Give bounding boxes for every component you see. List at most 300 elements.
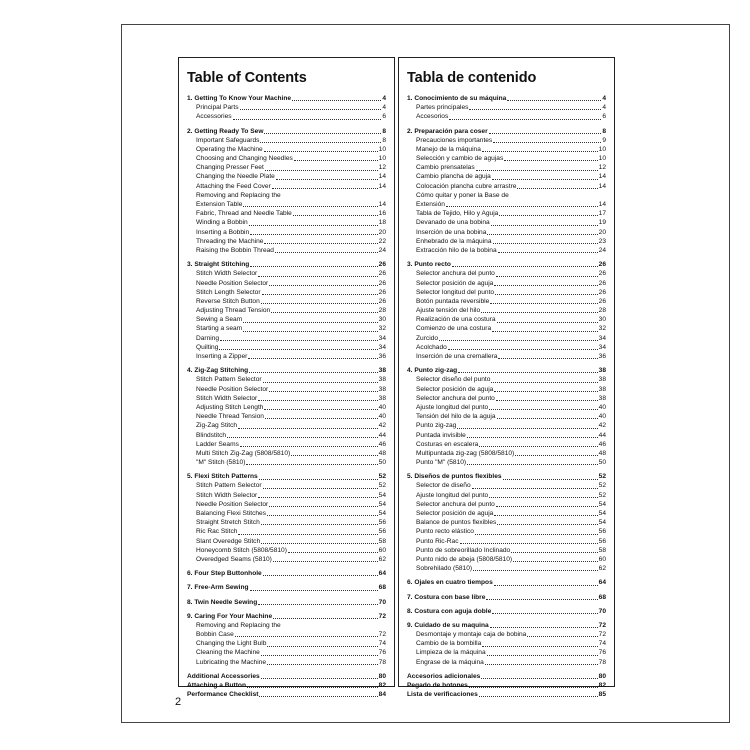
toc-entry-title: Puntada invisible bbox=[416, 431, 466, 439]
toc-entry-page: 58 bbox=[378, 537, 386, 545]
toc-entry-page: 42 bbox=[378, 422, 386, 430]
toc-entry bbox=[407, 209, 606, 218]
toc-dot-leader bbox=[496, 506, 598, 507]
toc-entry bbox=[407, 200, 606, 209]
toc-entry bbox=[187, 403, 386, 412]
toc-entry-page: 78 bbox=[598, 658, 606, 666]
toc-dot-leader bbox=[481, 678, 597, 679]
toc-dot-leader bbox=[261, 655, 378, 656]
toc-entry-title: Selector posición de aguja bbox=[416, 510, 494, 518]
toc-dot-leader bbox=[469, 109, 601, 110]
toc-entry-page: 72 bbox=[378, 631, 386, 639]
toc-entry-title: Selector anchura del punto bbox=[416, 500, 495, 508]
toc-dot-leader bbox=[275, 252, 378, 253]
toc-entry-title: Winding a Bobbin bbox=[196, 219, 248, 227]
toc-entry-title: Overedged Seams (5810) bbox=[196, 555, 272, 563]
toc-entry bbox=[187, 672, 386, 681]
toc-dot-leader bbox=[476, 170, 598, 171]
toc-dot-leader bbox=[240, 446, 378, 447]
toc-entry-page: 14 bbox=[378, 173, 386, 181]
toc-entry-title: Selector de diseño bbox=[416, 482, 471, 490]
toc-entry-page: 32 bbox=[598, 325, 606, 333]
toc-dot-leader bbox=[487, 655, 598, 656]
toc-entry-page: 38 bbox=[378, 394, 386, 402]
toc-entry-page: 30 bbox=[378, 316, 386, 324]
toc-entry-page: 4 bbox=[602, 94, 606, 102]
toc-entry-title: Pegado de botones bbox=[407, 682, 468, 690]
toc-entry-title: Punto zig-zag bbox=[416, 422, 457, 430]
toc-entry bbox=[187, 163, 386, 172]
toc-dot-leader bbox=[219, 349, 377, 350]
toc-dot-leader bbox=[511, 552, 597, 553]
toc-entry-title: Sobrehilado (5810) bbox=[416, 565, 473, 573]
toc-dot-leader bbox=[250, 590, 378, 591]
toc-entry-page: 56 bbox=[378, 519, 386, 527]
toc-entry-title: Sewing a Seam bbox=[196, 316, 243, 324]
toc-entry bbox=[187, 639, 386, 648]
toc-dot-leader bbox=[513, 561, 598, 562]
toc-entry-title: Manejo de la máquina bbox=[416, 145, 481, 153]
toc-entry bbox=[407, 491, 606, 500]
toc-entry-title: Limpieza de la máquina bbox=[416, 649, 486, 657]
toc-entry-title: Adjusting Stitch Length bbox=[196, 403, 264, 411]
toc-entry-page: 32 bbox=[378, 325, 386, 333]
toc-entry-title: Cambio prensatelas bbox=[416, 164, 475, 172]
toc-entry bbox=[407, 136, 606, 145]
toc-entry-page: 19 bbox=[598, 219, 606, 227]
toc-dot-leader bbox=[269, 285, 377, 286]
toc-dot-leader bbox=[439, 340, 598, 341]
toc-entry bbox=[187, 325, 386, 334]
toc-dot-leader bbox=[489, 133, 602, 134]
toc-entry-title: 1. Getting To Know Your Machine bbox=[187, 94, 292, 102]
toc-entry bbox=[407, 315, 606, 324]
toc-entry-title: Botón puntada reversible bbox=[416, 297, 490, 305]
toc-entry-page: 68 bbox=[378, 584, 386, 592]
toc-dot-leader bbox=[486, 599, 597, 600]
toc-entry-page: 60 bbox=[378, 546, 386, 554]
toc-entry-page: 52 bbox=[378, 473, 386, 481]
toc-entry-title: Ladder Seams bbox=[196, 440, 239, 448]
toc-entry-title: Extensión bbox=[416, 201, 445, 209]
toc-spanish-panel bbox=[398, 57, 615, 699]
toc-entry-page: 56 bbox=[598, 528, 606, 536]
toc-entry-page: 12 bbox=[598, 164, 606, 172]
toc-section-entry bbox=[407, 366, 606, 375]
toc-entry bbox=[407, 509, 606, 518]
toc-entry-title: 9. Caring For Your Machine bbox=[187, 612, 273, 620]
toc-dot-leader bbox=[475, 534, 598, 535]
toc-entry-page: 17 bbox=[598, 210, 606, 218]
toc-entry bbox=[407, 431, 606, 440]
toc-entry bbox=[187, 288, 386, 297]
toc-entry-page: 46 bbox=[598, 440, 606, 448]
toc-dot-leader bbox=[494, 391, 597, 392]
toc-entry-page: 38 bbox=[598, 367, 606, 375]
toc-entry-page: 14 bbox=[598, 182, 606, 190]
toc-entry-title: 7. Costura con base libre bbox=[407, 593, 486, 601]
toc-entry bbox=[407, 306, 606, 315]
toc-entry-page: 36 bbox=[378, 353, 386, 361]
toc-entry-title: 5. Diseños de puntos flexibles bbox=[407, 473, 502, 481]
toc-entry bbox=[187, 200, 386, 209]
toc-dot-leader bbox=[238, 534, 377, 535]
toc-dot-leader bbox=[452, 266, 598, 267]
toc-entry-title: 8. Costura con aguja doble bbox=[407, 607, 492, 615]
toc-section-entry bbox=[407, 260, 606, 269]
toc-dot-leader bbox=[482, 151, 598, 152]
toc-entry-title: 4. Punto zig-zag bbox=[407, 367, 458, 375]
toc-entry-title: Removing and Replacing the bbox=[196, 191, 281, 199]
toc-entry-title: 8. Twin Needle Sewing bbox=[187, 598, 258, 606]
toc-dot-leader bbox=[267, 646, 377, 647]
toc-dot-leader bbox=[258, 400, 377, 401]
toc-entry-title: Balance de puntos flexibles bbox=[416, 519, 497, 527]
toc-entry bbox=[407, 527, 606, 536]
toc-entry-title: Colocación plancha cubre arrastre bbox=[416, 182, 517, 190]
toc-dot-leader bbox=[517, 188, 597, 189]
toc-entry-page: 14 bbox=[378, 182, 386, 190]
toc-entry-page: 50 bbox=[598, 459, 606, 467]
page-number: 2 bbox=[175, 696, 182, 708]
toc-dot-leader bbox=[264, 151, 378, 152]
toc-entry-title: 4. Zig-Zag Stitching bbox=[187, 367, 249, 375]
toc-entry bbox=[187, 394, 386, 403]
toc-dot-leader bbox=[504, 160, 597, 161]
toc-dot-leader bbox=[498, 252, 598, 253]
toc-entry bbox=[187, 555, 386, 564]
toc-entry-page: 4 bbox=[602, 104, 606, 112]
toc-entry-page: 74 bbox=[598, 640, 606, 648]
toc-entry-page: 72 bbox=[378, 612, 386, 620]
toc-dot-leader bbox=[485, 664, 598, 665]
toc-entry-title: Punto "M" (5810) bbox=[416, 459, 467, 467]
toc-section-entry bbox=[187, 569, 386, 578]
toc-dot-leader bbox=[494, 285, 597, 286]
toc-dot-leader bbox=[448, 349, 598, 350]
toc-dot-leader bbox=[247, 687, 378, 688]
toc-entry bbox=[187, 269, 386, 278]
toc-entry bbox=[187, 375, 386, 384]
toc-entry-page: 38 bbox=[598, 385, 606, 393]
toc-entry-page: 85 bbox=[598, 691, 606, 699]
toc-entry-title: Multi Stitch Zig-Zag (5808/5810) bbox=[196, 449, 291, 457]
toc-english-panel bbox=[178, 57, 395, 699]
toc-entry-title: Engrase de la máquina bbox=[416, 658, 484, 666]
toc-entry-page: 74 bbox=[378, 640, 386, 648]
toc-entry-page: 54 bbox=[598, 510, 606, 518]
toc-dot-leader bbox=[261, 678, 378, 679]
toc-entry-title: Tensión del hilo de la aguja bbox=[416, 413, 496, 421]
toc-dot-leader bbox=[273, 618, 378, 619]
toc-entry bbox=[407, 630, 606, 639]
toc-entry bbox=[407, 403, 606, 412]
toc-dot-leader bbox=[497, 418, 598, 419]
toc-entry bbox=[407, 288, 606, 297]
toc-entry-title: Needle Position Selector bbox=[196, 279, 269, 287]
toc-entry-title: Removing and Replacing the bbox=[196, 621, 281, 629]
toc-entry-page: 40 bbox=[378, 413, 386, 421]
toc-entry-page: 52 bbox=[378, 482, 386, 490]
toc-entry bbox=[407, 218, 606, 227]
toc-entry-title: Desmontaje y montaje caja de bobina bbox=[416, 631, 527, 639]
toc-section-entry bbox=[407, 621, 606, 630]
toc-english-list bbox=[187, 94, 386, 699]
toc-entry-title: Needle Position Selector bbox=[196, 500, 269, 508]
toc-dot-leader bbox=[276, 179, 378, 180]
toc-entry-title: 2. Getting Ready To Sew bbox=[187, 127, 264, 135]
toc-section-entry bbox=[407, 94, 606, 103]
toc-entry-page: 34 bbox=[598, 343, 606, 351]
toc-dot-leader bbox=[292, 100, 381, 101]
toc-dot-leader bbox=[489, 497, 597, 498]
toc-entry-page: 82 bbox=[378, 682, 386, 690]
toc-entry bbox=[187, 191, 386, 200]
toc-dot-leader bbox=[261, 524, 378, 525]
toc-entry bbox=[407, 297, 606, 306]
toc-section-entry bbox=[187, 472, 386, 481]
toc-entry-title: Extension Table bbox=[196, 201, 243, 209]
toc-entry-title: Changing the Needle Plate bbox=[196, 173, 275, 181]
toc-dot-leader bbox=[449, 119, 601, 120]
toc-entry bbox=[407, 564, 606, 573]
toc-entry-title: Changing Presser Feet bbox=[196, 164, 264, 172]
toc-entry-page: 64 bbox=[378, 570, 386, 578]
toc-entry bbox=[187, 421, 386, 430]
toc-entry-title: Threading the Machine bbox=[196, 237, 264, 245]
toc-entry bbox=[187, 279, 386, 288]
toc-entry-title: Raising the Bobbin Thread bbox=[196, 246, 274, 254]
toc-dot-leader bbox=[250, 266, 377, 267]
toc-entry-page: 44 bbox=[598, 431, 606, 439]
toc-entry-page: 56 bbox=[598, 537, 606, 545]
toc-entry bbox=[407, 352, 606, 361]
toc-entry bbox=[407, 440, 606, 449]
toc-entry-page: 38 bbox=[598, 376, 606, 384]
toc-dot-leader bbox=[493, 142, 601, 143]
toc-entry bbox=[407, 154, 606, 163]
toc-entry bbox=[407, 412, 606, 421]
toc-entry-title: Honeycomb Stitch (5808/5810) bbox=[196, 546, 287, 554]
toc-entry-title: Ric Rac Stitch bbox=[196, 528, 238, 536]
toc-dot-leader bbox=[243, 331, 377, 332]
toc-dot-leader bbox=[264, 133, 381, 134]
toc-entry-page: 6 bbox=[602, 113, 606, 121]
toc-dot-leader bbox=[490, 627, 598, 628]
toc-dot-leader bbox=[263, 382, 378, 383]
toc-entry bbox=[407, 546, 606, 555]
toc-entry bbox=[407, 385, 606, 394]
toc-entry bbox=[187, 297, 386, 306]
toc-dot-leader bbox=[261, 303, 378, 304]
toc-entry-title: Selector anchura del punto bbox=[416, 394, 495, 402]
toc-spanish-title: Tabla de contenido bbox=[407, 70, 537, 86]
toc-entry bbox=[187, 449, 386, 458]
toc-entry-title: Adjusting Thread Tension bbox=[196, 307, 271, 315]
toc-entry-page: 14 bbox=[378, 201, 386, 209]
toc-dot-leader bbox=[265, 418, 378, 419]
toc-entry-page: 9 bbox=[602, 136, 606, 144]
toc-entry-title: Balancing Flexi Stitches bbox=[196, 510, 267, 518]
toc-entry-page: 4 bbox=[382, 104, 386, 112]
toc-entry bbox=[187, 658, 386, 667]
toc-entry-title: Multipuntada zig-zag (5808/5810) bbox=[416, 449, 515, 457]
toc-entry-title: Ajuste longitud del punto bbox=[416, 491, 489, 499]
toc-entry bbox=[187, 228, 386, 237]
toc-entry bbox=[407, 649, 606, 658]
toc-dot-leader bbox=[260, 142, 381, 143]
toc-dot-leader bbox=[494, 515, 597, 516]
toc-entry bbox=[407, 173, 606, 182]
toc-dot-leader bbox=[220, 340, 378, 341]
toc-entry-page: 48 bbox=[378, 449, 386, 457]
toc-entry bbox=[187, 154, 386, 163]
toc-entry bbox=[187, 334, 386, 343]
toc-dot-leader bbox=[515, 455, 597, 456]
toc-dot-leader bbox=[497, 322, 598, 323]
toc-entry-title: Choosing and Changing Needles bbox=[196, 155, 293, 163]
toc-entry-title: 6. Four Step Buttonhole bbox=[187, 570, 262, 578]
toc-entry-title: 5. Flexi Stitch Patterns bbox=[187, 473, 258, 481]
toc-entry-title: Zig-Zag Stitch bbox=[196, 422, 238, 430]
toc-entry bbox=[407, 394, 606, 403]
toc-entry bbox=[187, 690, 386, 699]
toc-entry-title: Cleaning the Machine bbox=[196, 649, 260, 657]
toc-entry-title: Darning bbox=[196, 334, 220, 342]
toc-dot-leader bbox=[243, 206, 377, 207]
toc-entry-title: Stitch Width Selector bbox=[196, 270, 258, 278]
toc-entry bbox=[187, 491, 386, 500]
toc-entry bbox=[187, 306, 386, 315]
toc-entry bbox=[407, 334, 606, 343]
toc-dot-leader bbox=[263, 575, 378, 576]
toc-dot-leader bbox=[479, 696, 598, 697]
toc-entry-title: Cómo quitar y poner la Base de bbox=[416, 191, 509, 199]
toc-dot-leader bbox=[460, 543, 598, 544]
toc-dot-leader bbox=[273, 561, 378, 562]
toc-entry-page: 68 bbox=[598, 593, 606, 601]
toc-dot-leader bbox=[492, 179, 598, 180]
toc-entry-page: 34 bbox=[598, 334, 606, 342]
toc-dot-leader bbox=[457, 428, 597, 429]
toc-entry-page: 40 bbox=[598, 413, 606, 421]
toc-entry-page: 14 bbox=[598, 173, 606, 181]
toc-entry-page: 8 bbox=[382, 136, 386, 144]
toc-dot-leader bbox=[272, 188, 378, 189]
toc-english-title: Table of Contents bbox=[187, 70, 307, 86]
toc-dot-leader bbox=[473, 570, 598, 571]
toc-dot-leader bbox=[227, 437, 378, 438]
toc-entry bbox=[187, 546, 386, 555]
toc-entry bbox=[187, 440, 386, 449]
toc-entry-page: 54 bbox=[378, 500, 386, 508]
toc-entry bbox=[187, 500, 386, 509]
toc-entry-page: 12 bbox=[378, 164, 386, 172]
toc-entry bbox=[187, 621, 386, 630]
toc-entry-title: Accesorios bbox=[416, 113, 449, 121]
toc-entry-page: 72 bbox=[598, 631, 606, 639]
toc-section-entry bbox=[407, 127, 606, 136]
toc-entry-page: 54 bbox=[598, 500, 606, 508]
toc-entry bbox=[187, 237, 386, 246]
toc-entry-title: Needle Position Selector bbox=[196, 385, 269, 393]
toc-entry-page: 8 bbox=[602, 127, 606, 135]
toc-entry bbox=[407, 228, 606, 237]
toc-entry bbox=[407, 537, 606, 546]
toc-entry-page: 22 bbox=[378, 237, 386, 245]
toc-dot-leader bbox=[248, 358, 377, 359]
toc-entry-page: 70 bbox=[598, 607, 606, 615]
toc-entry-title: Operating the Machine bbox=[196, 145, 263, 153]
toc-dot-leader bbox=[269, 506, 377, 507]
toc-entry-page: 26 bbox=[598, 297, 606, 305]
toc-entry bbox=[407, 112, 606, 121]
toc-entry bbox=[407, 246, 606, 255]
toc-entry-page: 54 bbox=[378, 491, 386, 499]
toc-entry-page: 28 bbox=[598, 307, 606, 315]
toc-dot-leader bbox=[499, 215, 597, 216]
toc-entry-page: 20 bbox=[378, 228, 386, 236]
toc-entry-page: 36 bbox=[598, 353, 606, 361]
toc-entry bbox=[187, 509, 386, 518]
toc-entry-page: 84 bbox=[378, 691, 386, 699]
toc-dot-leader bbox=[495, 294, 598, 295]
toc-entry-title: Accessories bbox=[196, 113, 232, 121]
toc-entry-page: 26 bbox=[378, 279, 386, 287]
toc-entry-title: 7. Free-Arm Sewing bbox=[187, 584, 249, 592]
toc-entry-page: 26 bbox=[598, 279, 606, 287]
toc-entry-title: Precauciones importantes bbox=[416, 136, 493, 144]
toc-entry-page: 44 bbox=[378, 431, 386, 439]
toc-entry-page: 10 bbox=[598, 145, 606, 153]
toc-dot-leader bbox=[259, 479, 378, 480]
toc-entry-page: 18 bbox=[378, 219, 386, 227]
toc-entry-page: 48 bbox=[598, 449, 606, 457]
toc-dot-leader bbox=[233, 119, 382, 120]
toc-entry-title: Enhebrado de la máquina bbox=[416, 237, 492, 245]
toc-dot-leader bbox=[238, 428, 378, 429]
toc-dot-leader bbox=[496, 276, 598, 277]
toc-entry-title: Stitch Pattern Selector bbox=[196, 376, 262, 384]
toc-dot-leader bbox=[258, 604, 377, 605]
toc-entry bbox=[187, 136, 386, 145]
toc-entry bbox=[407, 690, 606, 699]
toc-dot-leader bbox=[527, 636, 597, 637]
toc-entry-page: 40 bbox=[598, 403, 606, 411]
toc-entry-title: 3. Punto recto bbox=[407, 261, 451, 269]
toc-entry bbox=[407, 672, 606, 681]
toc-entry-page: 80 bbox=[598, 672, 606, 680]
toc-entry-page: 26 bbox=[378, 297, 386, 305]
toc-entry-title: Inserting a Zipper bbox=[196, 353, 248, 361]
toc-entry-title: Punto nido de abeja (5808/5810) bbox=[416, 555, 513, 563]
toc-section-entry bbox=[187, 583, 386, 592]
toc-dot-leader bbox=[467, 464, 598, 465]
toc-entry bbox=[407, 518, 606, 527]
toc-entry-title: 1. Conocimiento de su máquina bbox=[407, 94, 507, 102]
toc-entry-page: 80 bbox=[378, 672, 386, 680]
toc-entry-title: Selector anchura del punto bbox=[416, 270, 495, 278]
toc-entry-page: 38 bbox=[598, 394, 606, 402]
toc-dot-leader bbox=[267, 515, 378, 516]
toc-entry-title: 2. Preparación para coser bbox=[407, 127, 488, 135]
toc-entry bbox=[187, 352, 386, 361]
toc-entry-page: 26 bbox=[598, 288, 606, 296]
toc-entry-title: Quilting bbox=[196, 343, 219, 351]
toc-entry bbox=[187, 209, 386, 218]
toc-entry-title: Realización de una costura bbox=[416, 316, 496, 324]
toc-entry-title: Attaching the Feed Cover bbox=[196, 182, 271, 190]
